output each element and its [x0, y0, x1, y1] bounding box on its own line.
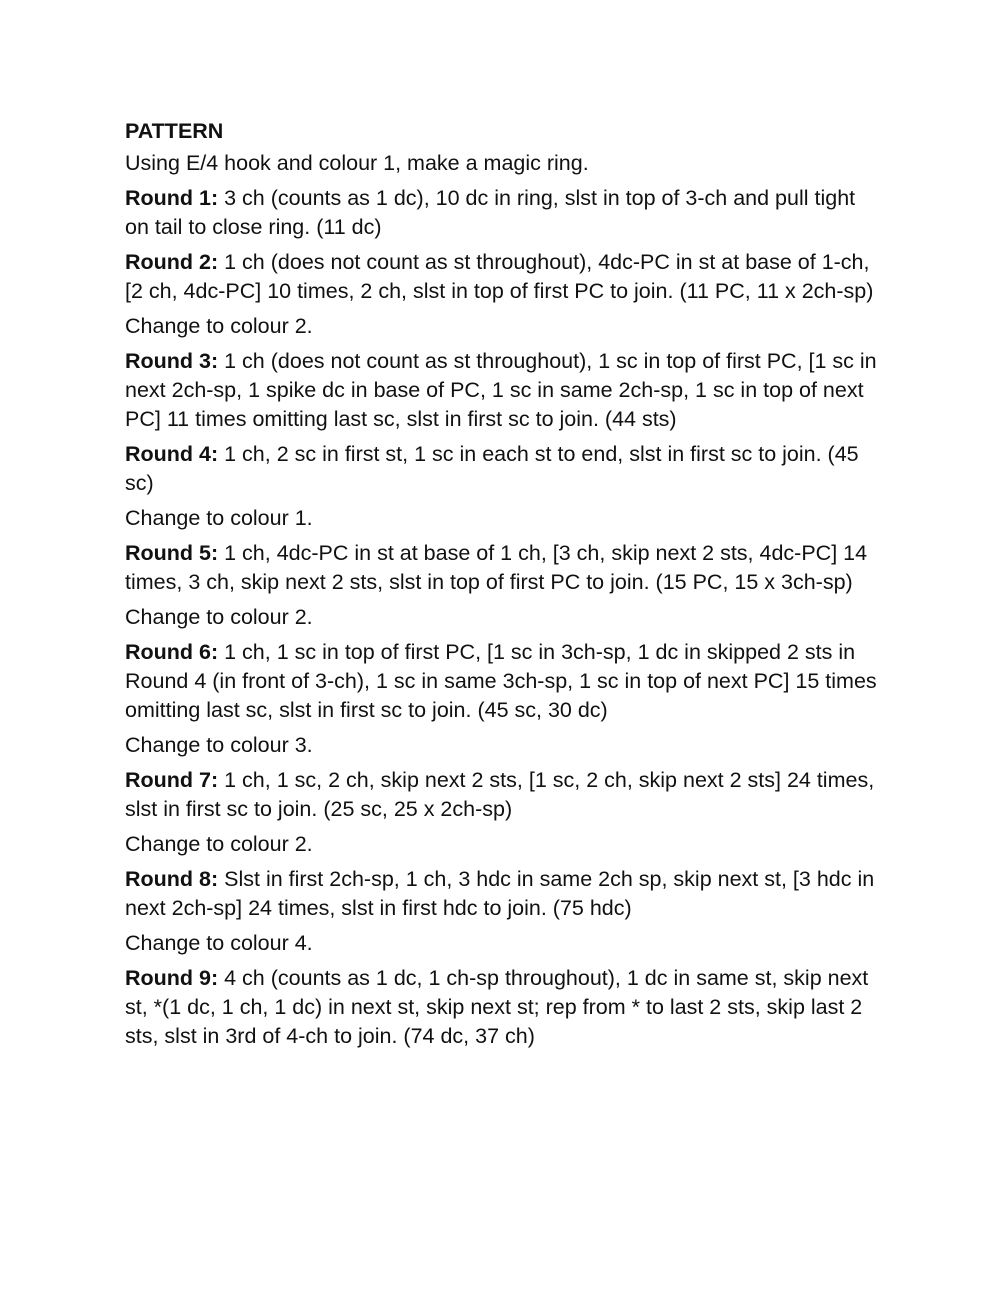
colour-change: Change to colour 3.	[125, 733, 313, 757]
round-label: Round 4:	[125, 442, 219, 466]
round-7	[125, 766, 885, 824]
round-text: 1 ch, 2 sc in first st, 1 sc in each st to end, slst in first sc to join. (45 sc)	[125, 442, 859, 495]
round-label: Round 2:	[125, 250, 219, 274]
round-label: Round 1:	[125, 186, 219, 210]
round-text: 4 ch (counts as 1 dc, 1 ch-sp throughout), 1 dc in same st, skip next st, *(1 dc, 1 ch, 1 dc) in next st, skip next st; rep from * to last 2 sts, skip last 2 sts, slst in 3rd of 4-ch to join. (74 dc, 37 ch)	[125, 966, 869, 1048]
round-label: Round 5:	[125, 541, 219, 565]
round-text: Slst in first 2ch-sp, 1 ch, 3 hdc in same 2ch sp, skip next st, [3 hdc in next 2ch-sp] 24 times, slst in first hdc to join. (75 hdc)	[125, 867, 875, 920]
round-label: Round 6:	[125, 640, 219, 664]
round-4	[125, 440, 885, 498]
round-label: Round 7:	[125, 768, 219, 792]
round-1	[125, 184, 885, 242]
round-text: 1 ch, 1 sc in top of first PC, [1 sc in 3ch-sp, 1 dc in skipped 2 sts in Round 4 (in front of 3-ch), 1 sc in same 3ch-sp, 1 sc in top of next PC] 15 times omitting last sc, slst in first sc to join. (45 sc, 30 dc)	[125, 640, 877, 722]
round-label: Round 8:	[125, 867, 219, 891]
round-text: 1 ch (does not count as st throughout), 1 sc in top of first PC, [1 sc in next 2ch-sp, 1 spike dc in base of PC, 1 sc in same 2ch-sp, 1 sc in top of next PC] 11 times omitting last sc, slst in first sc to join. (44 sts)	[125, 349, 877, 431]
intro-text: Using E/4 hook and colour 1, make a magic ring.	[125, 151, 589, 175]
round-3	[125, 347, 885, 434]
colour-change: Change to colour 4.	[125, 931, 313, 955]
round-6	[125, 638, 885, 725]
pattern-page	[125, 117, 885, 1057]
colour-change: Change to colour 2.	[125, 832, 313, 856]
round-text: 1 ch, 4dc-PC in st at base of 1 ch, [3 ch, skip next 2 sts, 4dc-PC] 14 times, 3 ch, skip next 2 sts, slst in top of first PC to join. (15 PC, 15 x 3ch-sp)	[125, 541, 868, 594]
round-text: 3 ch (counts as 1 dc), 10 dc in ring, slst in top of 3-ch and pull tight on tail to close ring. (11 dc)	[125, 186, 856, 239]
round-2	[125, 248, 885, 306]
colour-change: Change to colour 1.	[125, 506, 313, 530]
colour-change: Change to colour 2.	[125, 314, 313, 338]
round-text: 1 ch, 1 sc, 2 ch, skip next 2 sts, [1 sc, 2 ch, skip next 2 sts] 24 times, slst in first sc to join. (25 sc, 25 x 2ch-sp)	[125, 768, 875, 821]
round-label: Round 9:	[125, 966, 219, 990]
round-8	[125, 865, 885, 923]
round-5	[125, 539, 885, 597]
colour-change: Change to colour 2.	[125, 605, 313, 629]
pattern-heading: PATTERN	[125, 119, 224, 143]
round-text: 1 ch (does not count as st throughout), 4dc-PC in st at base of 1-ch, [2 ch, 4dc-PC] 10 times, 2 ch, slst in top of first PC to join. (11 PC, 11 x 2ch-sp)	[125, 250, 874, 303]
round-9	[125, 964, 885, 1051]
round-label: Round 3:	[125, 349, 219, 373]
